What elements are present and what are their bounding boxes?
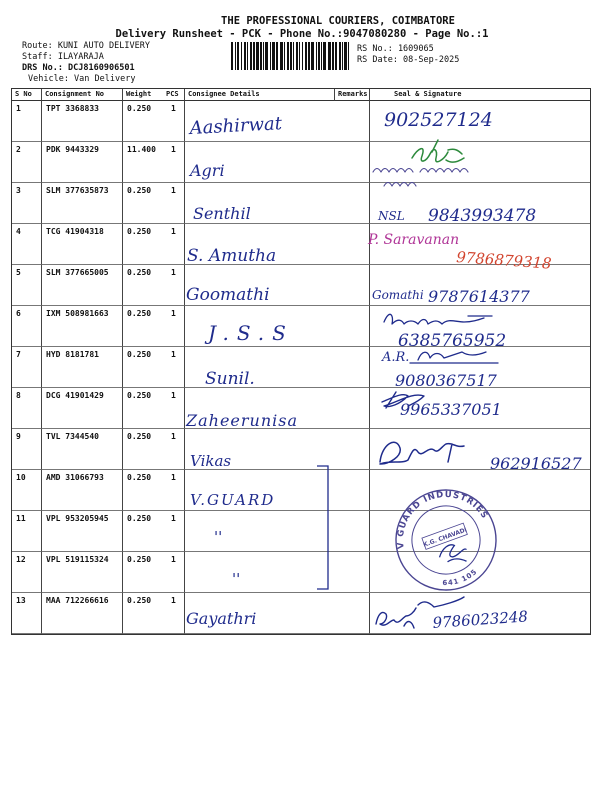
signature-name-row7: A.R. [382,350,410,365]
cell-remarks-row11 [335,511,370,552]
cell-consignee-details-row12 [185,552,335,593]
cell-remarks-row4 [335,224,370,265]
barcode-bar [290,42,292,70]
barcode-bar [265,42,268,70]
cell-consignment-no-row12: VPL 519115324 [42,552,123,593]
barcode-bar [342,42,343,70]
column-header-consignment: Consignment No [42,89,123,101]
cell-consignment-no-row4: TCG 41904318 [42,224,123,265]
cell-seal-signature-row12 [370,552,590,593]
cell-weight-row9: 0.250 [123,429,163,470]
barcode-bar [296,42,298,70]
barcode-bar [335,42,337,70]
cell-pcs-row8: 1 [163,388,185,429]
consignee-handwriting-row6: J.S.S [208,321,294,345]
signature-phone-row9: 962916527 [490,454,582,473]
cell-seal-signature-row11 [370,511,590,552]
cell-weight-row6: 0.250 [123,306,163,347]
barcode-bar [287,42,289,70]
cell-remarks-row8 [335,388,370,429]
column-header-consignee: Consignee Details [185,89,335,101]
consignee-handwriting-row7: Sunil. [205,369,255,389]
cell-pcs-row12: 1 [163,552,185,593]
signature-phone-row7: 9080367517 [395,371,497,390]
drs-number: DRS No.: DCJ8160906501 [22,63,135,73]
cell-seal-signature-row8 [370,388,590,429]
cell-consignment-no-row8: DCG 41901429 [42,388,123,429]
signature-name-row5: Gomathi [372,288,424,302]
cell-consignee-details-row5 [185,265,335,306]
cell-seal-signature-row13 [370,593,590,634]
cell-pcs-row6: 1 [163,306,185,347]
barcode [230,42,352,70]
signature-phone-row1: 902527124 [384,109,493,131]
runsheet-subtitle: Delivery Runsheet - PCK - Phone No.:9047080280 - Page No.:1 [115,28,489,40]
cell-consignment-no-row7: HYD 8181781 [42,347,123,388]
cell-consignment-no-row6: IXM 508981663 [42,306,123,347]
consignee-handwriting-row5: Goomathi [186,285,270,305]
signature-phone-row13: 9786023248 [432,607,529,632]
cell-consignment-no-row11: VPL 953205945 [42,511,123,552]
barcode-bar [293,42,294,70]
signature-name-row4: P. Saravanan [368,232,460,248]
cell-consignee-details-row4 [185,224,335,265]
barcode-bar [247,42,248,70]
cell-pcs-row3: 1 [163,183,185,224]
barcode-bar [332,42,334,70]
cell-remarks-row2 [335,142,370,183]
barcode-bar [321,42,322,70]
barcode-bar [348,42,349,70]
cell-remarks-row13 [335,593,370,634]
signature-phone-row6: 6385765952 [398,331,507,351]
barcode-bar [250,42,252,70]
barcode-bar [260,42,262,70]
cell-seal-signature-row5 [370,265,590,306]
cell-sno-row4: 4 [12,224,42,265]
column-header-pcs: PCS [163,89,185,101]
barcode-bar [284,42,285,70]
column-header-weight: Weight [123,89,163,101]
cell-consignment-no-row1: TPT 3368833 [42,101,123,142]
cell-consignment-no-row10: AMD 31066793 [42,470,123,511]
barcode-bar [235,42,236,70]
cell-pcs-row1: 1 [163,101,185,142]
cell-remarks-row5 [335,265,370,306]
cell-pcs-row13: 1 [163,593,185,634]
cell-consignment-no-row3: SLM 377635873 [42,183,123,224]
cell-consignee-details-row10 [185,470,335,511]
barcode-bar [270,42,271,70]
signature-phone-row4: 9786879318 [455,248,553,273]
cell-consignee-details-row1 [185,101,335,142]
barcode-bar [299,42,300,70]
signature-phone-row8: 9965337051 [400,400,502,419]
rs-date: RS Date: 08-Sep-2025 [357,55,460,65]
cell-consignee-details-row6 [185,306,335,347]
cell-pcs-row5: 1 [163,265,185,306]
barcode-bar [339,42,341,70]
cell-sno-row8: 8 [12,388,42,429]
consignee-handwriting-row9: Vikas [190,452,232,470]
cell-weight-row10: 0.250 [123,470,163,511]
cell-pcs-row9: 1 [163,429,185,470]
column-header-signature: Seal & Signature [370,89,590,101]
barcode-bar [328,42,331,70]
cell-pcs-row4: 1 [163,224,185,265]
consignee-handwriting-row1: Aashirwat [189,113,283,139]
barcode-bar [318,42,320,70]
column-header-remarks: Remarks [335,89,370,101]
cell-consignee-details-row3 [185,183,335,224]
cell-weight-row12: 0.250 [123,552,163,593]
consignee-ditto-row12: '' [232,570,241,588]
barcode-bar [231,42,233,70]
cell-pcs-row7: 1 [163,347,185,388]
barcode-bar [272,42,275,70]
cell-consignment-no-row5: SLM 377665005 [42,265,123,306]
cell-remarks-row7 [335,347,370,388]
cell-consignee-details-row7 [185,347,335,388]
document-title: THE PROFESSIONAL COURIERS, COIMBATORE [221,15,455,27]
column-header-sno: S No [12,89,42,101]
barcode-bar [244,42,246,70]
consignee-handwriting-row8: Zaheerunisa [186,411,299,430]
cell-consignment-no-row9: TVL 7344540 [42,429,123,470]
cell-sno-row12: 12 [12,552,42,593]
consignee-handwriting-row3: Senthil [193,204,251,223]
cell-pcs-row10: 1 [163,470,185,511]
barcode-bar [316,42,317,70]
cell-sno-row10: 10 [12,470,42,511]
cell-consignee-details-row8 [185,388,335,429]
barcode-bar [276,42,278,70]
cell-sno-row6: 6 [12,306,42,347]
cell-pcs-row2: 1 [163,142,185,183]
cell-consignee-details-row9 [185,429,335,470]
barcode-bar [308,42,310,70]
cell-weight-row2: 11.400 [123,142,163,183]
cell-consignment-no-row13: MAA 712266616 [42,593,123,634]
cell-consignment-no-row2: PDK 9443329 [42,142,123,183]
barcode-bar [237,42,239,70]
cell-consignee-details-row13 [185,593,335,634]
barcode-bar [253,42,255,70]
cell-remarks-row6 [335,306,370,347]
cell-remarks-row1 [335,101,370,142]
vehicle-label: Vehicle: Van Delivery [28,74,136,84]
cell-weight-row3: 0.250 [123,183,163,224]
cell-pcs-row11: 1 [163,511,185,552]
cell-seal-signature-row6 [370,306,590,347]
barcode-bar [344,42,347,70]
consignee-handwriting-row2: Agri [190,161,225,180]
cell-consignee-details-row2 [185,142,335,183]
consignee-handwriting-row10: V.GUARD [190,491,276,509]
cell-sno-row11: 11 [12,511,42,552]
cell-weight-row8: 0.250 [123,388,163,429]
barcode-bar [256,42,259,70]
consignee-ditto-row11: '' [214,528,223,546]
cell-remarks-row9 [335,429,370,470]
consignee-handwriting-row13: Gayathri [186,609,257,628]
cell-seal-signature-row7 [370,347,590,388]
signature-phone-row3: 9843993478 [428,206,537,226]
stamp-center-text: K.G. CHAVADI [422,526,468,549]
cell-weight-row5: 0.250 [123,265,163,306]
cell-seal-signature-row4 [370,224,590,265]
barcode-bar [311,42,314,70]
barcode-bar [241,42,242,70]
signature-phone-row5: 9787614377 [428,287,530,306]
cell-seal-signature-row2 [370,142,590,183]
cell-sno-row9: 9 [12,429,42,470]
barcode-bar [305,42,307,70]
cell-remarks-row12 [335,552,370,593]
cell-remarks-row3 [335,183,370,224]
runsheet-table [11,88,591,635]
staff-label: Staff: ILAYARAJA [22,52,104,62]
barcode-bar [263,42,264,70]
stamp-bottom-text: 641 105 [442,567,479,588]
cell-sno-row2: 2 [12,142,42,183]
rs-number: RS No.: 1609065 [357,44,434,54]
cell-weight-row13: 0.250 [123,593,163,634]
cell-sno-row3: 3 [12,183,42,224]
cell-sno-row5: 5 [12,265,42,306]
barcode-bar [323,42,326,70]
cell-weight-row7: 0.250 [123,347,163,388]
cell-remarks-row10 [335,470,370,511]
cell-seal-signature-row1 [370,101,590,142]
stamp-top-text: V GUARD INDUSTRIES [395,489,490,550]
cell-weight-row11: 0.250 [123,511,163,552]
cell-weight-row4: 0.250 [123,224,163,265]
cell-consignee-details-row11 [185,511,335,552]
cell-sno-row1: 1 [12,101,42,142]
cell-seal-signature-row10 [370,470,590,511]
signature-name-row3: NSL [378,209,405,223]
consignee-handwriting-row4: S. Amutha [187,246,277,266]
cell-seal-signature-row3 [370,183,590,224]
route-label: Route: KUNI AUTO DELIVERY [22,41,150,51]
cell-sno-row7: 7 [12,347,42,388]
cell-seal-signature-row9 [370,429,590,470]
barcode-bar [302,42,303,70]
cell-weight-row1: 0.250 [123,101,163,142]
cell-sno-row13: 13 [12,593,42,634]
barcode-bar [280,42,283,70]
